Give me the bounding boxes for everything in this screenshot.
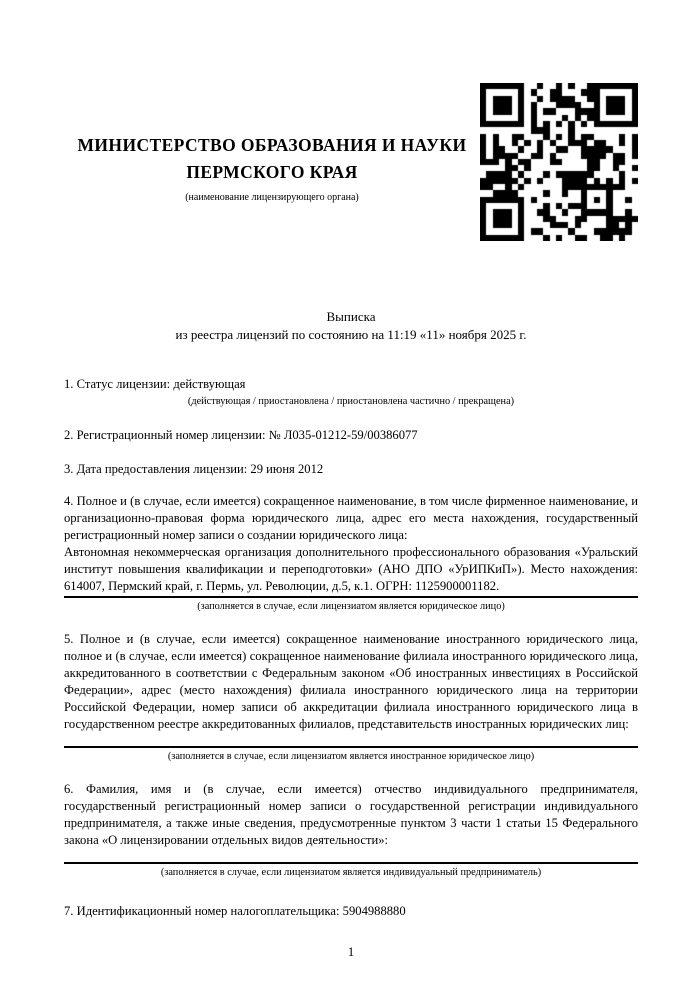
licensing-authority-block xyxy=(64,80,480,203)
license-item-taxpayer-number xyxy=(64,903,638,920)
qr-code xyxy=(480,83,638,241)
license-item-grant-date xyxy=(64,461,638,478)
license-items xyxy=(64,376,638,920)
item-text: 7. Идентификационный номер налогоплательщика: 5904988880 xyxy=(64,904,406,918)
page-number: 1 xyxy=(347,944,355,959)
item-text: 1. Статус лицензии: действующая xyxy=(64,377,246,391)
extract-title-block xyxy=(64,308,638,343)
item-text: 2. Регистрационный номер лицензии: № Л035-01212-59/00386077 xyxy=(64,428,418,442)
item-note: (заполняется в случае, если лицензиатом является иностранное юридическое лицо) xyxy=(167,751,535,762)
ministry-caption: (наименование лицензирующего органа) xyxy=(185,192,359,203)
ministry-name-line1: МИНИСТЕРСТВО ОБРАЗОВАНИЯ И НАУКИ xyxy=(77,135,467,155)
separator-rule xyxy=(64,862,638,864)
item-note: (действующая / приостановлена / приостановлена частично / прекращена) xyxy=(187,396,515,407)
license-item-individual-entrepreneur xyxy=(64,781,638,879)
item-note: (заполняется в случае, если лицензиатом является юридическое лицо) xyxy=(197,601,505,612)
item-text: 4. Полное и (в случае, если имеется) сокращенное наименование, в том числе фирменное наименование, и организационно-правовая форма юридического лица, адрес его места нахождения, государственный регистрационный номер записи о создании юридического лица: xyxy=(64,494,638,542)
document-header xyxy=(64,80,638,241)
license-item-registration-number xyxy=(64,427,638,444)
item-text: 5. Полное и (в случае, если имеется) сокращенное наименование иностранного юридического лица, полное и (в случае, если имеется) сокращенное наименование филиала иностранного юридического лица, аккредитованного в соответствии с Федеральным законом «Об иностранных инвестициях в Российской Федерации», адрес (место нахождения) филиала иностранного юридического лица на территории Российской Федерации, номер записи об аккредитации филиала иностранного юридического лица в государственном реестре аккредитованных филиалов, представительств иностранных юридических лиц: xyxy=(64,632,638,731)
extract-subtitle: из реестра лицензий по состоянию на 11:19 «11» ноября 2025 г. xyxy=(175,326,527,342)
license-item-status xyxy=(64,376,638,408)
item-value: Автономная некоммерческая организация дополнительного профессионального образования «Уральский институт повышения квалификации и переподготовки» (АНО ДПО «УрИПКиП»). Место нахождения: 614007, Пермский край, г. Пермь, ул. Революции, д.5, к.1. ОГРН: 1125900001182. xyxy=(64,544,638,598)
item-text: 6. Фамилия, имя и (в случае, если имеется) отчество индивидуального предпринимателя, государственный регистрационный номер записи о государственной регистрации индивидуального предпринимателя, а также иные сведения, предусмотренные пунктом 3 части 1 статьи 15 Федерального закона «О лицензировании отдельных видов деятельности»: xyxy=(64,782,638,847)
license-item-foreign-entity xyxy=(64,631,638,763)
extract-title: Выписка xyxy=(326,309,376,324)
ministry-name xyxy=(64,132,480,186)
license-item-legal-entity xyxy=(64,493,638,613)
separator-rule xyxy=(64,746,638,748)
item-text: 3. Дата предоставления лицензии: 29 июня 2012 xyxy=(64,462,324,476)
item-note: (заполняется в случае, если лицензиатом является индивидуальный предприниматель) xyxy=(160,867,542,878)
ministry-name-line2: ПЕРМСКОГО КРАЯ xyxy=(186,162,358,182)
qr-code-icon xyxy=(480,83,638,241)
